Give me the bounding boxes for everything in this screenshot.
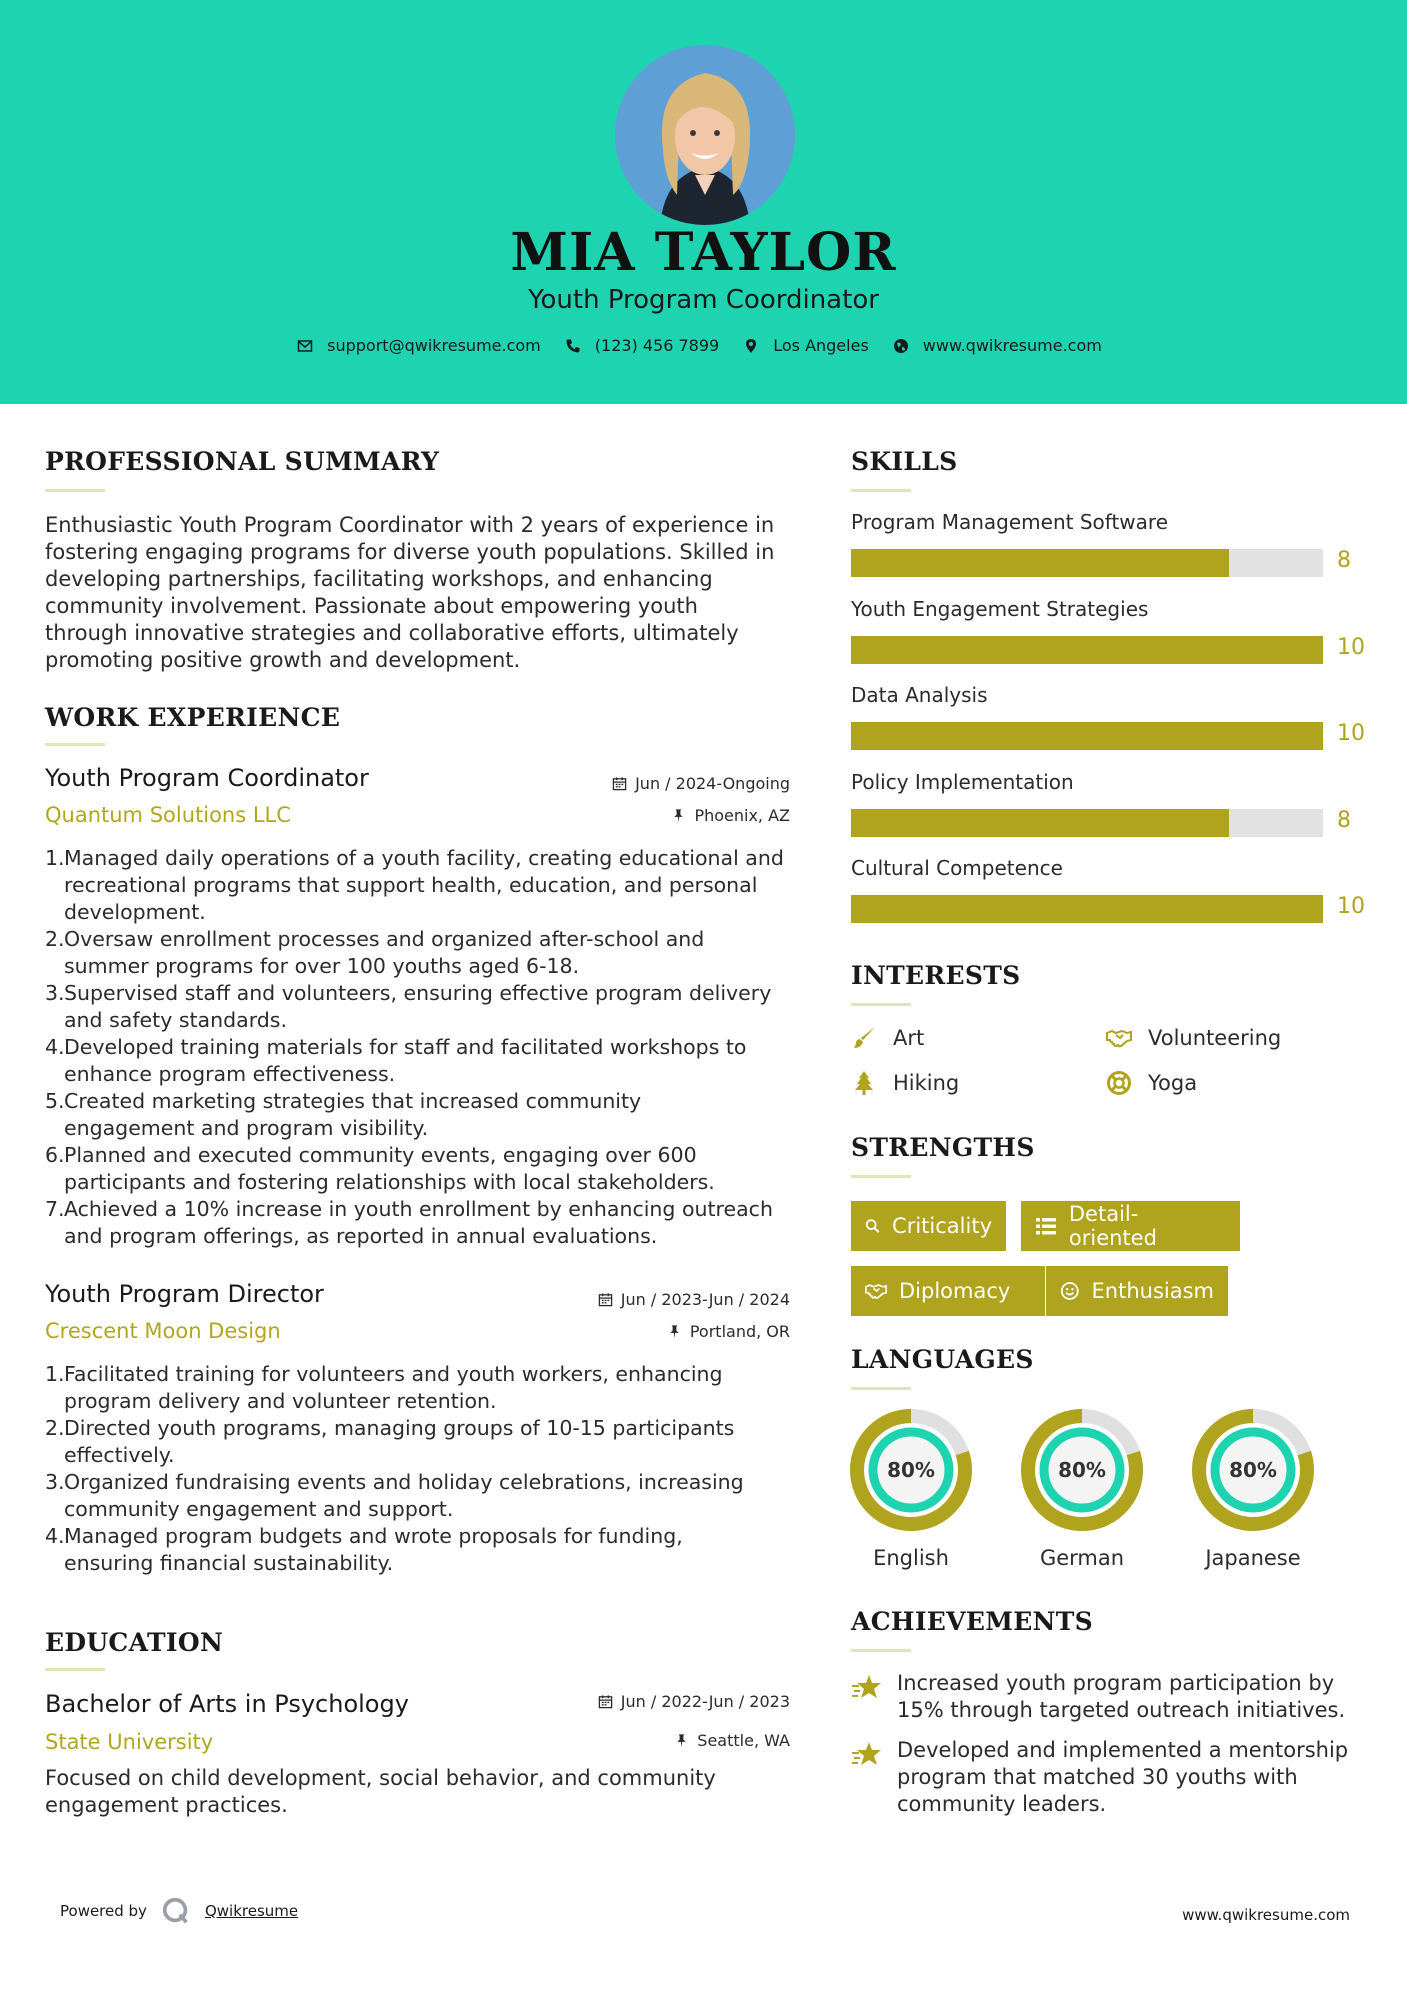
contact-location-text: Los Angeles xyxy=(773,336,869,355)
interest-hiking xyxy=(851,1070,959,1096)
candidate-name: MIA TAYLOR xyxy=(510,222,897,283)
list-number: 4. xyxy=(45,1035,65,1059)
skill-bar-fill xyxy=(851,809,1229,837)
pushpin-icon xyxy=(671,808,686,823)
skill-label: Data Analysis xyxy=(851,683,988,707)
summary-heading: PROFESSIONAL SUMMARY xyxy=(45,447,440,476)
skill-bar-track xyxy=(851,722,1323,750)
work-rule xyxy=(45,743,105,746)
list-text xyxy=(64,980,771,1034)
list-item xyxy=(45,926,805,980)
list-text xyxy=(64,1415,734,1469)
skill-value: 8 xyxy=(1337,548,1351,573)
text-line: ensuring financial sustainability. xyxy=(64,1551,394,1575)
list-number: 2. xyxy=(45,927,65,951)
skill-label: Policy Implementation xyxy=(851,769,1074,794)
map-pin-icon xyxy=(743,338,759,354)
list-text xyxy=(64,1523,683,1577)
language-name: Japanese xyxy=(1205,1546,1301,1570)
achievement-line: Developed and implemented a mentorship xyxy=(897,1738,1349,1762)
interest-label: Yoga xyxy=(1148,1071,1198,1095)
contact-phone[interactable] xyxy=(565,336,719,355)
skill-bar-fill xyxy=(851,549,1229,577)
language-donut xyxy=(1191,1408,1315,1532)
summary-line: through innovative strategies and collaborative efforts, ultimately xyxy=(45,621,739,645)
summary-line: developing partnerships, facilitating workshops, and enhancing xyxy=(45,567,713,591)
languages-rule xyxy=(851,1387,911,1390)
text-line: community engagement and support. xyxy=(64,1497,454,1521)
smile-icon xyxy=(1060,1280,1080,1302)
list-item xyxy=(45,1469,805,1523)
list-text xyxy=(64,1196,773,1250)
list-item xyxy=(45,980,805,1034)
strength-label: Criticality xyxy=(892,1214,992,1238)
strength-tag-enthusiasm xyxy=(1046,1266,1228,1316)
list-text xyxy=(64,1088,641,1142)
strengths-heading: STRENGTHS xyxy=(851,1133,1035,1162)
list-number: 3. xyxy=(45,1470,65,1494)
powered-by-text: Powered by xyxy=(60,1902,147,1920)
envelope-icon xyxy=(297,338,313,354)
language-percent: 80% xyxy=(1058,1458,1106,1482)
list-item xyxy=(45,1415,805,1469)
skill-value: 10 xyxy=(1337,894,1365,919)
paintbrush-icon xyxy=(851,1025,877,1051)
job-company: Quantum Solutions LLC xyxy=(45,803,291,827)
languages-heading: LANGUAGES xyxy=(851,1345,1034,1374)
school-name: State University xyxy=(45,1730,214,1754)
text-line: Created marketing strategies that increased community xyxy=(64,1089,642,1113)
skill-label: Cultural Competence xyxy=(851,856,1063,880)
footer-website[interactable]: www.qwikresume.com xyxy=(1182,1906,1350,1924)
text-line: Managed daily operations of a youth facility, creating educational and xyxy=(64,846,784,870)
contact-location xyxy=(743,336,869,355)
summary-line: community involvement. Passionate about empowering youth xyxy=(45,594,698,618)
list-text xyxy=(64,1034,746,1088)
list-item xyxy=(45,1361,805,1415)
list-number: 7. xyxy=(45,1197,65,1221)
skill-bar-track xyxy=(851,809,1323,837)
list-icon xyxy=(1035,1215,1057,1237)
list-item xyxy=(45,1196,805,1250)
degree-title: Bachelor of Arts in Psychology xyxy=(45,1690,409,1718)
job-dates-text: Jun / 2024-Ongoing xyxy=(635,774,790,793)
contact-phone-text: (123) 456 7899 xyxy=(594,336,720,355)
job-location-text: Portland, OR xyxy=(689,1322,790,1341)
strength-label: Diplomacy xyxy=(899,1279,1011,1303)
job-location xyxy=(520,806,790,825)
achievement-text xyxy=(897,1670,1345,1724)
language-name: English xyxy=(873,1546,949,1570)
language-name: German xyxy=(1039,1546,1125,1570)
skills-heading: SKILLS xyxy=(851,447,958,476)
job-dates-text: Jun / 2023-Jun / 2024 xyxy=(620,1290,790,1309)
lifering-icon xyxy=(1106,1070,1132,1096)
education-dates xyxy=(520,1692,790,1711)
job-responsibilities xyxy=(45,845,805,1250)
text-line: recreational programs that support health, education, and personal xyxy=(64,873,758,897)
text-line: participants and fostering relationships with local stakeholders. xyxy=(64,1170,715,1194)
summary-text xyxy=(45,512,785,674)
education-location xyxy=(520,1731,790,1750)
summary-line: fostering engaging programs for diverse youth populations. Skilled in xyxy=(45,540,775,564)
candidate-title: Youth Program Coordinator xyxy=(528,285,879,315)
handshake-icon xyxy=(865,1280,887,1302)
education-rule xyxy=(45,1668,105,1671)
list-text xyxy=(64,926,704,980)
work-heading: WORK EXPERIENCE xyxy=(45,703,341,732)
text-line: Directed youth programs, managing groups of 10-15 participants xyxy=(64,1416,735,1440)
star-badge-icon xyxy=(851,1739,883,1771)
contact-website-text: www.qwikresume.com xyxy=(922,336,1102,355)
education-line: engagement practices. xyxy=(45,1793,288,1817)
achievements-rule xyxy=(851,1649,911,1652)
skill-bar-fill xyxy=(851,895,1323,923)
strength-tag-diplomacy xyxy=(851,1266,1045,1316)
list-text xyxy=(64,845,784,926)
language-donut xyxy=(849,1408,973,1532)
achievement-line: 15% through targeted outreach initiatives. xyxy=(897,1698,1346,1722)
brand-link[interactable]: Qwikresume xyxy=(204,1902,299,1920)
skill-bar-fill xyxy=(851,722,1323,750)
contact-bar xyxy=(0,336,1407,355)
strength-tag-criticality xyxy=(851,1201,1006,1251)
skill-bar-track xyxy=(851,895,1323,923)
interests-rule xyxy=(851,1003,911,1006)
text-line: and safety standards. xyxy=(64,1008,287,1032)
interest-label: Hiking xyxy=(893,1071,960,1095)
contact-email[interactable] xyxy=(297,336,541,355)
language-item xyxy=(1020,1408,1144,1570)
skill-value: 10 xyxy=(1337,634,1365,660)
pushpin-icon xyxy=(667,1324,682,1339)
language-donut xyxy=(1020,1408,1144,1532)
list-number: 2. xyxy=(45,1416,65,1440)
list-item xyxy=(45,1088,805,1142)
skills-rule xyxy=(851,489,911,492)
text-line: summer programs for over 100 youths aged 6-18. xyxy=(64,954,580,978)
language-percent: 80% xyxy=(1229,1458,1277,1482)
achievements-heading: ACHIEVEMENTS xyxy=(851,1607,1093,1636)
achievement-item xyxy=(851,1670,1371,1724)
achievement-line: Increased youth program participation by xyxy=(897,1671,1335,1695)
skill-bar-track xyxy=(851,549,1323,577)
education-heading: EDUCATION xyxy=(45,1628,224,1657)
header-banner xyxy=(0,0,1407,404)
skill-label: Program Management Software xyxy=(851,510,1169,534)
calendar-icon xyxy=(612,776,627,791)
contact-email-text: support@qwikresume.com xyxy=(327,336,541,355)
achievement-line: community leaders. xyxy=(897,1792,1107,1816)
text-line: Supervised staff and volunteers, ensuring effective program delivery xyxy=(64,981,772,1005)
summary-line: promoting positive growth and development. xyxy=(45,648,521,672)
skill-bar-track xyxy=(851,636,1323,664)
text-line: enhance program effectiveness. xyxy=(64,1062,396,1086)
job-dates xyxy=(520,774,790,793)
text-line: Developed training materials for staff and facilitated workshops to xyxy=(64,1035,747,1059)
text-line: and program offerings, as reported in annual evaluations. xyxy=(64,1224,658,1248)
interest-label: Volunteering xyxy=(1148,1026,1282,1050)
list-number: 5. xyxy=(45,1089,65,1113)
achievement-text xyxy=(897,1737,1348,1818)
contact-website[interactable] xyxy=(893,336,1102,355)
text-line: effectively. xyxy=(64,1443,175,1467)
star-badge-icon xyxy=(851,1672,883,1704)
interest-yoga xyxy=(1106,1070,1197,1096)
interests-heading: INTERESTS xyxy=(851,961,1021,990)
list-number: 6. xyxy=(45,1143,65,1167)
job-company: Crescent Moon Design xyxy=(45,1319,281,1343)
search-icon xyxy=(865,1215,880,1237)
list-number: 1. xyxy=(45,1362,65,1386)
text-line: Managed program budgets and wrote proposals for funding, xyxy=(64,1524,683,1548)
achievement-line: program that matched 30 youths with xyxy=(897,1765,1298,1789)
language-item xyxy=(1191,1408,1315,1570)
globe-icon xyxy=(893,338,909,354)
text-line: development. xyxy=(64,900,206,924)
strength-label: Detail-oriented xyxy=(1068,1202,1157,1250)
pushpin-icon xyxy=(674,1733,689,1748)
phone-icon xyxy=(565,338,581,354)
text-line: Facilitated training for volunteers and youth workers, enhancing xyxy=(64,1362,723,1386)
education-dates-text: Jun / 2022-Jun / 2023 xyxy=(620,1692,790,1711)
achievement-item xyxy=(851,1737,1371,1818)
text-line: Achieved a 10% increase in youth enrollment by enhancing outreach xyxy=(64,1197,773,1221)
strength-label: Enthusiasm xyxy=(1091,1279,1214,1303)
strengths-rule xyxy=(851,1175,911,1178)
list-item xyxy=(45,845,805,926)
avatar xyxy=(615,45,795,225)
text-line: engagement and program visibility. xyxy=(64,1116,429,1140)
text-line: Planned and executed community events, engaging over 600 xyxy=(64,1143,697,1167)
education-description xyxy=(45,1765,785,1819)
text-line: program delivery and volunteer retention. xyxy=(64,1389,497,1413)
calendar-icon xyxy=(598,1292,613,1307)
education-line: Focused on child development, social behavior, and community xyxy=(45,1766,716,1790)
skill-value: 8 xyxy=(1337,807,1351,833)
language-percent: 80% xyxy=(887,1458,935,1482)
strength-tag-detail-oriented xyxy=(1021,1201,1240,1251)
skill-bar-fill xyxy=(851,636,1323,664)
list-item xyxy=(45,1142,805,1196)
skill-value: 10 xyxy=(1337,721,1365,746)
tree-icon xyxy=(851,1070,877,1096)
education-location-text: Seattle, WA xyxy=(697,1731,790,1750)
list-text xyxy=(64,1361,723,1415)
list-number: 4. xyxy=(45,1524,65,1548)
list-text xyxy=(64,1142,715,1196)
job-title: Youth Program Coordinator xyxy=(45,764,369,792)
job-location-text: Phoenix, AZ xyxy=(694,806,790,825)
text-line: Organized fundraising events and holiday celebrations, increasing xyxy=(64,1470,744,1494)
job-responsibilities xyxy=(45,1361,805,1577)
job-title: Youth Program Director xyxy=(45,1280,324,1308)
interest-art xyxy=(851,1025,924,1051)
interest-label: Art xyxy=(893,1026,925,1050)
handshake-icon xyxy=(1106,1025,1132,1051)
job-dates xyxy=(520,1290,790,1309)
summary-line: Enthusiastic Youth Program Coordinator with 2 years of experience in xyxy=(45,513,775,537)
calendar-icon xyxy=(598,1694,613,1709)
qwikresume-logo-icon xyxy=(161,1896,191,1926)
list-item xyxy=(45,1034,805,1088)
summary-rule xyxy=(45,489,105,492)
text-line: Oversaw enrollment processes and organized after-school and xyxy=(64,927,705,951)
footer-powered-by xyxy=(60,1896,298,1926)
profile-photo xyxy=(615,45,795,225)
interest-volunteering xyxy=(1106,1025,1281,1051)
list-item xyxy=(45,1523,805,1577)
list-number: 3. xyxy=(45,981,65,1005)
language-item xyxy=(849,1408,973,1570)
list-text xyxy=(64,1469,744,1523)
list-number: 1. xyxy=(45,846,65,870)
job-location xyxy=(520,1322,790,1341)
skill-label: Youth Engagement Strategies xyxy=(851,596,1149,621)
